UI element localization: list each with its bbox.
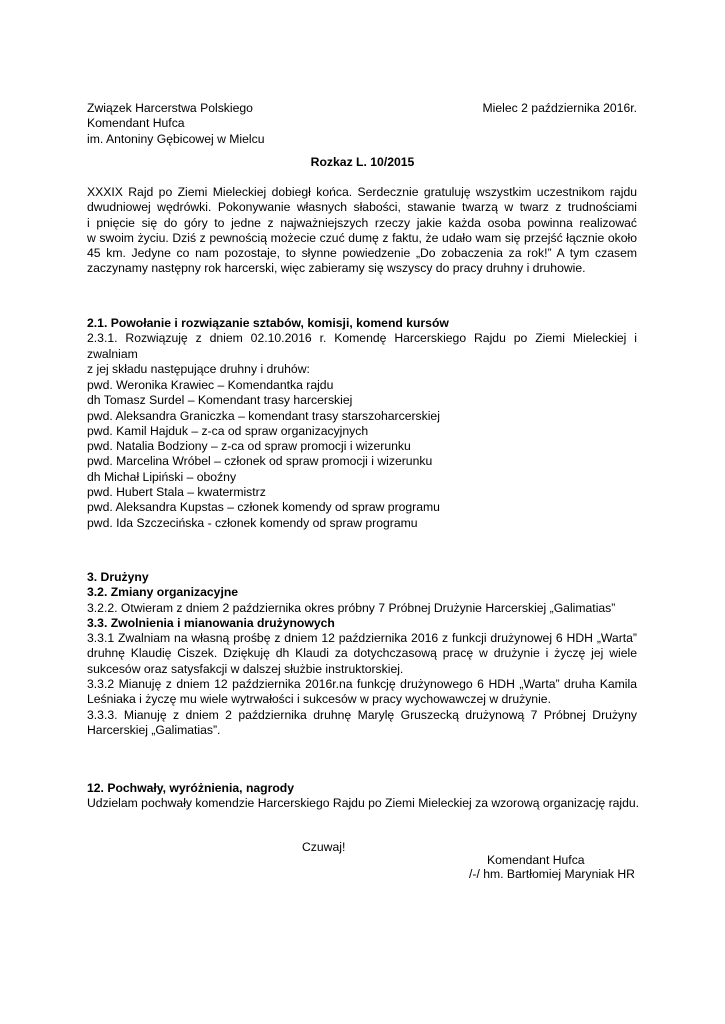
member-item: pwd. Hubert Stala – kwatermistrz (87, 485, 266, 500)
signature-title: Komendant Hufca (487, 853, 585, 867)
section-3 (87, 570, 637, 738)
item-3-3-1-line: 3.3.1 Zwalniam na własną prośbę z dniem 12 października 2016 z funkcji drużynowej 6 HDH „Warta” (87, 631, 637, 646)
place-date: Mielec 2 października 2016r. (482, 101, 637, 115)
member-list (87, 378, 637, 531)
item-3-3-1-line: sukcesów oraz satysfakcji w dalszej służbie instruktorskiej. (87, 661, 404, 676)
member-item: pwd. Aleksandra Graniczka – komendant trasy starszoharcerskiej (87, 408, 440, 423)
section-12 (87, 781, 640, 812)
closing-greeting: Czuwaj! (302, 840, 346, 854)
member-item: pwd. Natalia Bodziony – z-ca od spraw promocji i wizerunku (87, 439, 411, 454)
member-item: pwd. Marcelina Wróbel – członek od spraw promocji i wizerunku (87, 454, 433, 469)
item-3-3-3-line: Harcerskiej „Galimatias”. (87, 722, 221, 737)
member-item: pwd. Ida Szczecińska - członek komendy od spraw programu (87, 515, 418, 530)
section-3-3-heading: 3.3. Zwolnienia i mianowania drużynowych (87, 615, 335, 630)
intro-line: i pnięcie się do góry to jedne z najważniejszych rzeczy jakie każda osoba powinna realizować (87, 215, 637, 230)
section-2-heading: 2.1. Powołanie i rozwiązanie sztabów, komisji, komend kursów (87, 316, 449, 330)
intro-line: zaczynamy następny rok harcerski, więc zabieramy się wszyscy do pracy druhny i druhowie. (87, 261, 586, 276)
organization-block (87, 101, 264, 147)
section-2-text-line: 2.3.1. Rozwiązuję z dniem 02.10.2016 r. Komendę Harcerskiego Rajdu po Ziemi Mieleckiej i zwalniam (87, 331, 637, 361)
item-3-3-2-line: Leśniaka i życzę mu wiele wytrwałości i sukcesów w pracy wychowawczej w drużynie. (87, 692, 551, 707)
member-item: dh Tomasz Surdel – Komendant trasy harcerskiej (87, 393, 353, 408)
intro-line: w swoim życiu. Dziś z pewnością możecie czuć dumę z faktu, że udało wam się przejść łącznie około (87, 230, 637, 245)
intro-line: XXXIX Rajd po Ziemi Mieleckiej dobiegł końca. Serdecznie gratuluję wszystkim uczestnikom rajdu (87, 185, 637, 199)
section-2-text-line: z jej składu następujące druhny i druhów: (87, 361, 310, 376)
intro-paragraph (87, 185, 637, 277)
section-3-heading: 3. Drużyny (87, 570, 149, 584)
section-12-heading: 12. Pochwały, wyróżnienia, nagrody (87, 781, 295, 795)
section-2 (87, 316, 637, 377)
section-12-text: Udzielam pochwały komendzie Harcerskiego Rajdu po Ziemi Mieleckiej za wzorową organizację rajdu. (87, 796, 640, 811)
item-3-3-2-line: 3.3.2 Mianuję z dniem 12 października 2016r.na funkcję drużynowego 6 HDH „Warta” druha Kamila (87, 677, 637, 692)
member-item: dh Michał Lipiński – oboźny (87, 469, 237, 484)
item-3-3-1-line: druhnę Klaudię Ciszek. Dziękuję dh Klaudi za dotychczasową pracę w drużynie i życzę jej wiele (87, 646, 637, 661)
org-patron: im. Antoniny Gębicowej w Mielcu (87, 131, 265, 146)
org-role: Komendant Hufca (87, 116, 185, 131)
member-item: pwd. Aleksandra Kupstas – członek komendy od spraw programu (87, 500, 440, 515)
section-3-2-heading: 3.2. Zmiany organizacyjne (87, 585, 239, 600)
member-item: pwd. Kamil Hajduk – z-ca od spraw organizacyjnych (87, 423, 369, 438)
member-item: pwd. Weronika Krawiec – Komendantka rajdu (87, 378, 334, 392)
intro-line: 45 km. Jedyne co nam pozostaje, to słynne powiedzenie „Do zobaczenia za rok!” A tym czasem (87, 246, 637, 261)
org-name: Związek Harcerstwa Polskiego (87, 101, 253, 115)
signature-name: /-/ hm. Bartłomiej Maryniak HR (469, 867, 635, 881)
intro-line: dwudniowej wędrówki. Pokonywanie własnych słabości, stawanie twarzą w twarz z trudnościami (87, 200, 637, 215)
document-title: Rozkaz L. 10/2015 (310, 155, 415, 169)
section-3-2-text: 3.2.2. Otwieram z dniem 2 października okres próbny 7 Próbnej Drużynie Harcerskiej „Galimatias” (87, 600, 616, 615)
item-3-3-3-line: 3.3.3. Mianuję z dniem 2 października druhnę Marylę Gruszecką drużynową 7 Próbnej Drużyny (87, 707, 637, 722)
